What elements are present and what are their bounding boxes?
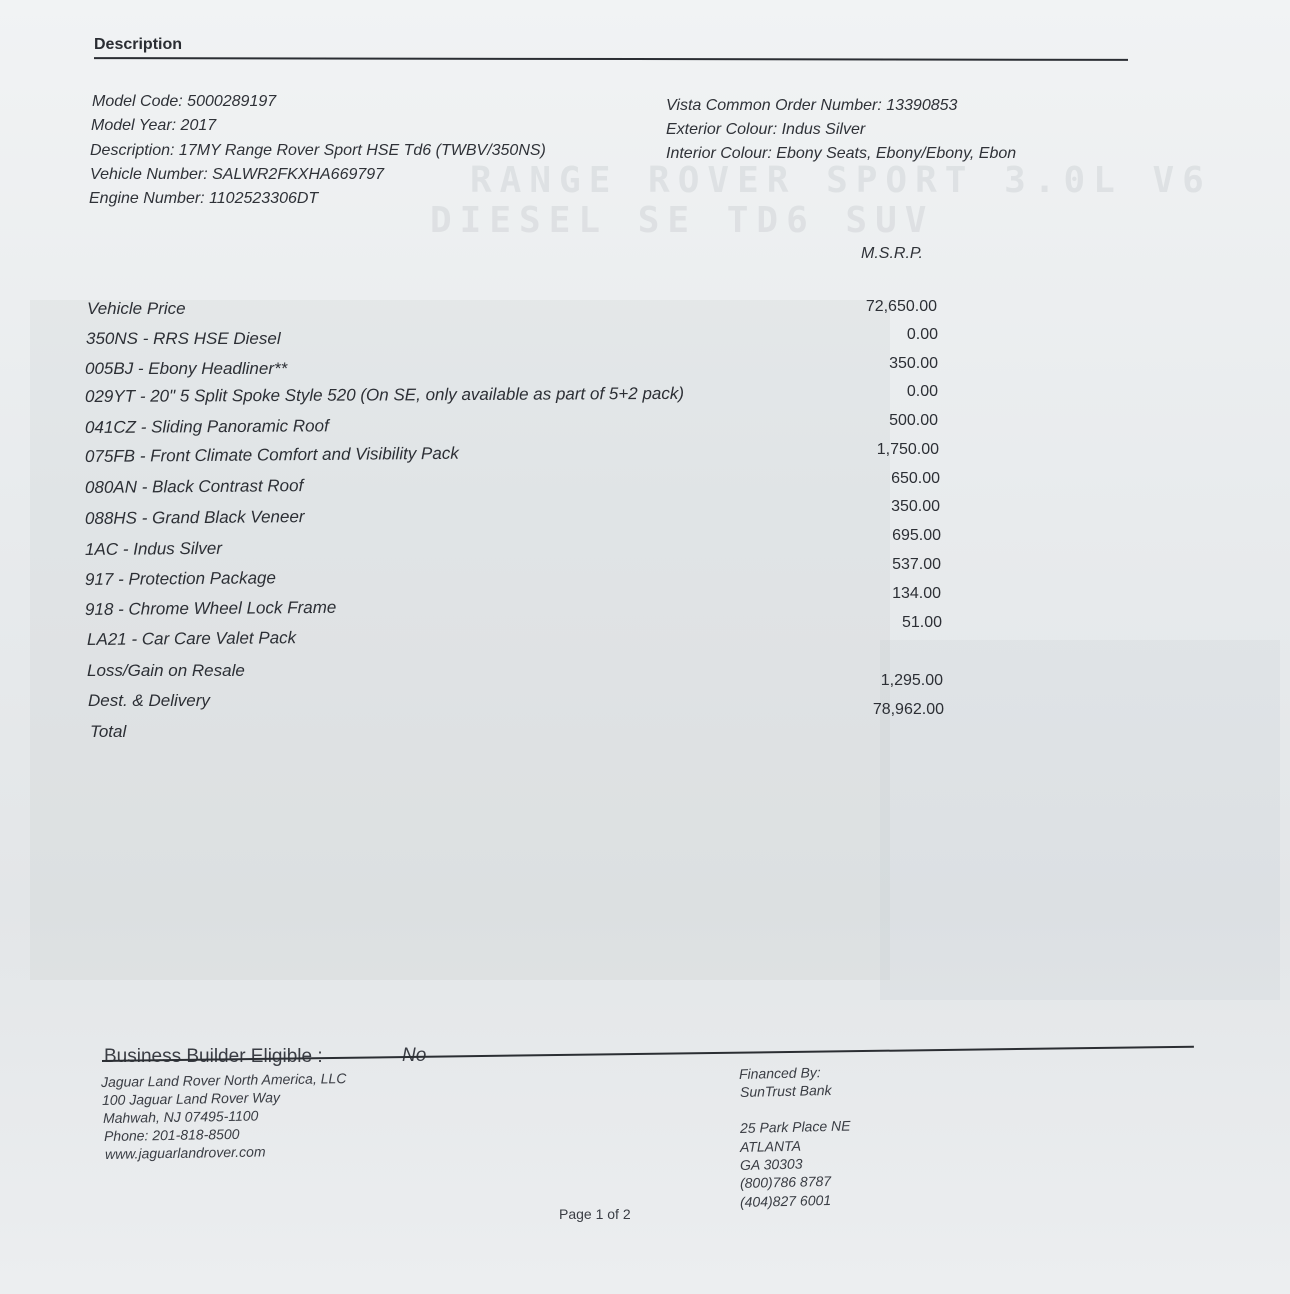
line-item-price: 537.00: [892, 556, 941, 573]
financer-phone-2: (404)827 6001: [739, 1191, 832, 1210]
line-item-label: 041CZ - Sliding Panoramic Roof: [84, 416, 329, 437]
line-item-label: 088HS - Grand Black Veneer: [84, 507, 305, 528]
line-item-label: 917 - Protection Package: [84, 568, 276, 589]
line-item-label: 075FB - Front Climate Comfort and Visibility Pack: [84, 443, 459, 466]
header-rule: [94, 57, 1128, 61]
business-builder-label: Business Builder Eligible :: [104, 1046, 323, 1067]
order-number: Vista Common Order Number: 13390853: [666, 97, 958, 114]
line-item-label: 350NS - RRS HSE Diesel: [86, 329, 281, 348]
manufacturer-city: Mahwah, NJ 07495-1100: [102, 1107, 259, 1126]
page-indicator: Page 1 of 2: [559, 1206, 631, 1222]
line-item-price: 695.00: [892, 527, 941, 544]
exterior-colour: Exterior Colour: Indus Silver: [666, 121, 866, 138]
financer-street: 25 Park Place NE: [739, 1117, 851, 1136]
line-item-label: 029YT - 20" 5 Split Spoke Style 520 (On SE, only available as part of 5+2 pack): [84, 383, 685, 406]
financer-name: SunTrust Bank: [739, 1081, 832, 1100]
line-item-label: Dest. & Delivery: [88, 691, 210, 710]
line-item-label: 080AN - Black Contrast Roof: [84, 476, 304, 497]
line-item-price: 134.00: [892, 585, 941, 602]
bleed-through-line-2: DIESEL SE TD6 SUV: [430, 200, 935, 241]
line-item-price: 0.00: [906, 326, 938, 343]
line-item-label: 918 - Chrome Wheel Lock Frame: [84, 597, 337, 619]
vehicle-number: Vehicle Number: SALWR2FKXHA669797: [90, 166, 385, 183]
description-heading: Description: [94, 36, 183, 53]
line-item-label: 1AC - Indus Silver: [84, 538, 223, 559]
line-item-label: LA21 - Car Care Valet Pack: [86, 628, 297, 649]
line-item-label: Loss/Gain on Resale: [87, 661, 245, 680]
line-item-price: 350.00: [891, 498, 940, 515]
financer-city: ATLANTA: [739, 1137, 802, 1155]
financed-by-label: Financed By:: [738, 1064, 821, 1082]
line-item-price: 350.00: [889, 355, 938, 372]
total-price: 78,962.00: [872, 701, 944, 718]
financer-phone-1: (800)786 8787: [739, 1172, 832, 1191]
line-item-price: 0.00: [906, 383, 938, 400]
line-item-price: 1,750.00: [876, 441, 939, 458]
total-label: Total: [90, 722, 127, 741]
manufacturer-phone: Phone: 201-818-8500: [103, 1125, 240, 1144]
line-item-price: 51.00: [901, 614, 942, 631]
financer-state-zip: GA 30303: [739, 1155, 803, 1173]
line-item-price: 650.00: [891, 470, 940, 487]
print-shade-right: [880, 640, 1280, 1000]
line-item-price: 72,650.00: [865, 298, 937, 315]
manufacturer-name: Jaguar Land Rover North America, LLC: [100, 1070, 347, 1090]
line-item-label: 005BJ - Ebony Headliner**: [85, 359, 288, 378]
engine-number: Engine Number: 1102523306DT: [89, 190, 319, 207]
line-item-label: Vehicle Price: [87, 299, 186, 318]
line-item-price: 500.00: [889, 412, 938, 429]
line-item-price: 1,295.00: [880, 672, 943, 689]
bleed-through-line-1: RANGE ROVER SPORT 3.0L V6: [470, 160, 1212, 201]
vehicle-description: Description: 17MY Range Rover Sport HSE Td6 (TWBV/350NS): [90, 142, 546, 159]
manufacturer-street: 100 Jaguar Land Rover Way: [101, 1089, 281, 1108]
interior-colour: Interior Colour: Ebony Seats, Ebony/Ebony, Ebon: [666, 145, 1017, 162]
model-year: Model Year: 2017: [91, 117, 217, 134]
manufacturer-website: www.jaguarlandrover.com: [104, 1143, 266, 1162]
model-code: Model Code: 5000289197: [92, 93, 277, 110]
msrp-heading: M.S.R.P.: [861, 245, 923, 262]
